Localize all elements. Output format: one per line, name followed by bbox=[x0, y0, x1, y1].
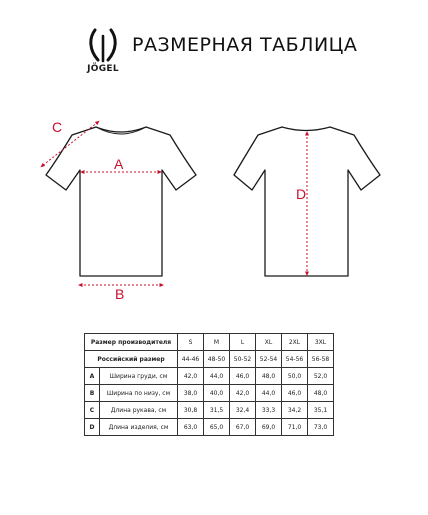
table-row-b bbox=[85, 385, 334, 402]
row-letter: D bbox=[85, 419, 100, 436]
value-cell: 46,0 bbox=[230, 368, 256, 385]
table-row-a bbox=[85, 368, 334, 385]
dimension-c-label: C bbox=[52, 119, 63, 135]
russian-size-label: Российский размер bbox=[85, 351, 178, 368]
header-label: Размер производителя bbox=[85, 334, 178, 351]
size-cell: 3XL bbox=[308, 334, 334, 351]
russian-size-cell: 56-58 bbox=[308, 351, 334, 368]
value-cell: 40,0 bbox=[204, 385, 230, 402]
size-table bbox=[84, 333, 334, 436]
row-label: Длина изделия, см bbox=[100, 419, 178, 436]
size-cell: M bbox=[204, 334, 230, 351]
value-cell: 46,0 bbox=[282, 385, 308, 402]
value-cell: 65,0 bbox=[204, 419, 230, 436]
row-letter: C bbox=[85, 402, 100, 419]
value-cell: 30,8 bbox=[178, 402, 204, 419]
value-cell: 48,0 bbox=[308, 385, 334, 402]
table-row-header bbox=[85, 334, 334, 351]
table-row-russian bbox=[85, 351, 334, 368]
value-cell: 67,0 bbox=[230, 419, 256, 436]
value-cell: 42,0 bbox=[230, 385, 256, 402]
row-label: Ширина груди, см bbox=[100, 368, 178, 385]
row-label: Ширина по низу, см bbox=[100, 385, 178, 402]
brand-logo-text: JÖGEL bbox=[87, 64, 119, 74]
dimension-a-label: A bbox=[114, 156, 124, 172]
size-cell: XL bbox=[256, 334, 282, 351]
row-letter: A bbox=[85, 368, 100, 385]
value-cell: 32,4 bbox=[230, 402, 256, 419]
value-cell: 44,0 bbox=[256, 385, 282, 402]
russian-size-cell: 52-54 bbox=[256, 351, 282, 368]
tshirt-front bbox=[46, 127, 196, 276]
dimension-d-label: D bbox=[296, 186, 307, 202]
dimension-b-label: B bbox=[115, 286, 125, 302]
value-cell: 52,0 bbox=[308, 368, 334, 385]
value-cell: 73,0 bbox=[308, 419, 334, 436]
value-cell: 50,0 bbox=[282, 368, 308, 385]
row-letter: B bbox=[85, 385, 100, 402]
russian-size-cell: 50-52 bbox=[230, 351, 256, 368]
value-cell: 38,0 bbox=[178, 385, 204, 402]
value-cell: 71,0 bbox=[282, 419, 308, 436]
table-row-c bbox=[85, 402, 334, 419]
value-cell: 31,5 bbox=[204, 402, 230, 419]
russian-size-cell: 48-50 bbox=[204, 351, 230, 368]
value-cell: 35,1 bbox=[308, 402, 334, 419]
value-cell: 42,0 bbox=[178, 368, 204, 385]
size-cell: L bbox=[230, 334, 256, 351]
table-row-d bbox=[85, 419, 334, 436]
russian-size-cell: 44-46 bbox=[178, 351, 204, 368]
value-cell: 48,0 bbox=[256, 368, 282, 385]
page-title: РАЗМЕРНАЯ ТАБЛИЦА bbox=[132, 34, 358, 56]
value-cell: 33,3 bbox=[256, 402, 282, 419]
value-cell: 44,0 bbox=[204, 368, 230, 385]
value-cell: 34,2 bbox=[282, 402, 308, 419]
row-label: Длина рукава, см bbox=[100, 402, 178, 419]
size-cell: 2XL bbox=[282, 334, 308, 351]
size-cell: S bbox=[178, 334, 204, 351]
value-cell: 69,0 bbox=[256, 419, 282, 436]
russian-size-cell: 54-56 bbox=[282, 351, 308, 368]
value-cell: 63,0 bbox=[178, 419, 204, 436]
